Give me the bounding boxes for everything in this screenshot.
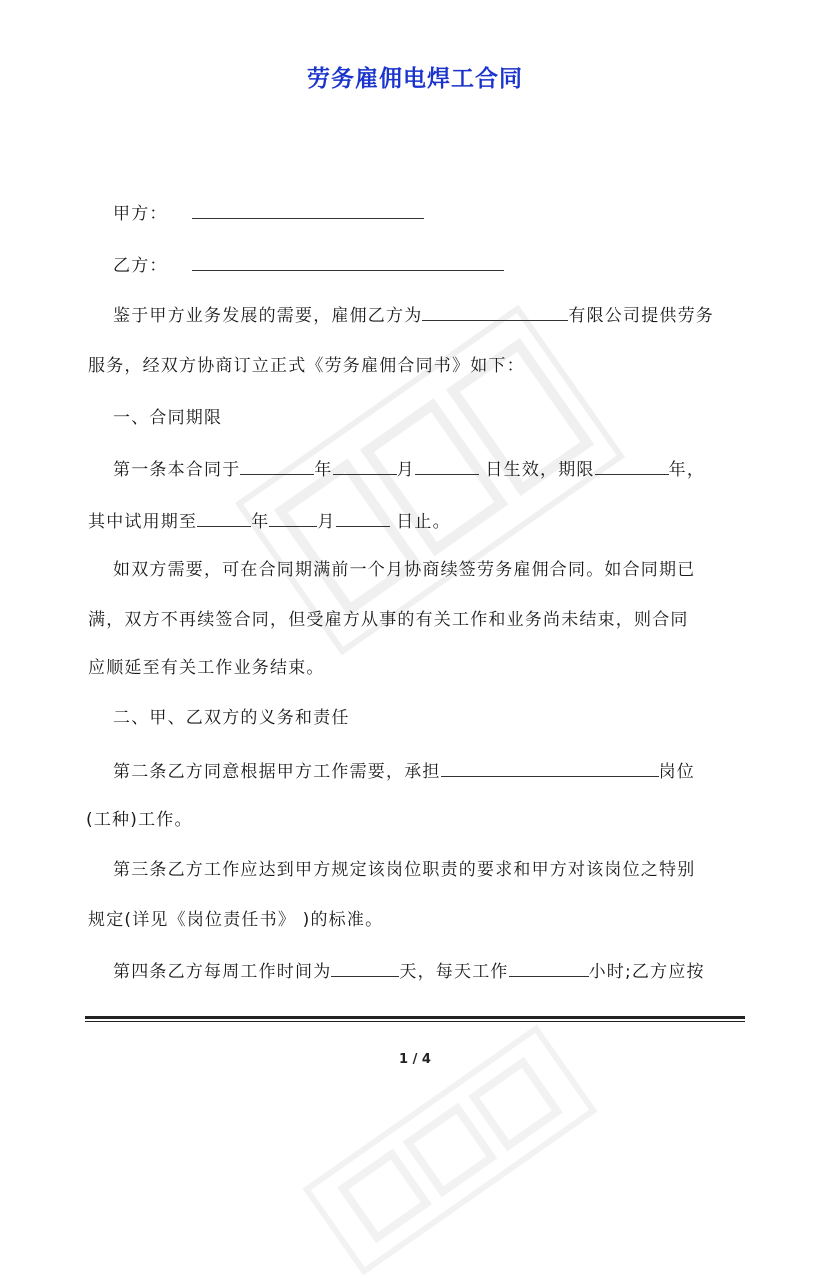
article1-line2 — [88, 508, 451, 534]
start-year-blank — [240, 456, 314, 475]
para2-line2: 满，双方不再续签合同，但受雇方从事的有关工作和业务尚未结束，则合同 — [88, 610, 689, 630]
hours-per-day-blank — [509, 958, 589, 977]
term-years-blank — [595, 456, 669, 475]
para2-line1: 如双方需要，可在合同期满前一个月协商续签劳务雇佣合同。如合同期已 — [113, 560, 696, 580]
para1-line2: 服务，经双方协商订立正式《劳务雇佣合同书》如下： — [88, 356, 525, 376]
art1-text-c: 年， — [668, 460, 706, 480]
art2-text-a: 第二条乙方同意根据甲方工作需要，承担 — [113, 762, 441, 782]
art1-text-g: 日止。 — [389, 512, 451, 532]
page-number: 1 / 4 — [399, 1052, 431, 1067]
art1-text-f: 月 — [317, 512, 336, 532]
art1-text-d: 其中试用期至 — [88, 512, 198, 532]
section1-heading: 一、合同期限 — [113, 408, 223, 428]
trial-year-blank — [197, 508, 251, 527]
position-blank — [441, 758, 659, 777]
start-month-blank — [333, 456, 397, 475]
start-day-blank — [415, 456, 479, 475]
art1-month: 月 — [396, 460, 415, 480]
document-title: 劳务雇佣电焊工合同 — [307, 66, 523, 92]
article2-line1 — [113, 758, 695, 784]
party-b-label: 乙方： — [113, 256, 168, 276]
footer-divider-thick — [85, 1016, 745, 1019]
para1-text-b: 有限公司提供劳务 — [568, 306, 715, 326]
art1-year: 年 — [314, 460, 333, 480]
para2-line3: 应顺延至有关工作业务结束。 — [88, 658, 325, 678]
art4-text-a: 第四条乙方每周工作时间为 — [113, 962, 332, 982]
art1-text-b: 日生效，期限 — [478, 460, 595, 480]
article2-line2: (工种)工作。 — [86, 810, 193, 830]
art2-text-b: 岗位 — [658, 762, 696, 782]
footer-divider-thin — [85, 1021, 745, 1022]
trial-day-blank — [336, 508, 390, 527]
company-blank — [422, 302, 568, 321]
art4-text-c: 小时;乙方应按 — [588, 962, 705, 982]
article3-line1: 第三条乙方工作应达到甲方规定该岗位职责的要求和甲方对该岗位之特别 — [113, 860, 696, 880]
para1-line1 — [113, 302, 714, 328]
article3-line2: 规定(详见《岗位责任书》 )的标准。 — [88, 910, 384, 930]
article1-line1 — [113, 456, 705, 482]
para1-text-a: 鉴于甲方业务发展的需要，雇佣乙方为 — [113, 306, 423, 326]
party-a-label: 甲方： — [113, 204, 168, 224]
art1-text-a: 第一条本合同于 — [113, 460, 241, 480]
art4-text-b: 天，每天工作 — [399, 962, 509, 982]
party-a-line — [113, 200, 424, 226]
party-a-blank — [192, 200, 424, 219]
art1-text-e: 年 — [251, 512, 270, 532]
party-b-line — [113, 252, 504, 278]
section2-heading: 二、甲、乙双方的义务和责任 — [113, 708, 350, 728]
party-b-blank — [192, 252, 504, 271]
article4-line1 — [113, 958, 705, 984]
trial-month-blank — [269, 508, 317, 527]
days-per-week-blank — [331, 958, 399, 977]
